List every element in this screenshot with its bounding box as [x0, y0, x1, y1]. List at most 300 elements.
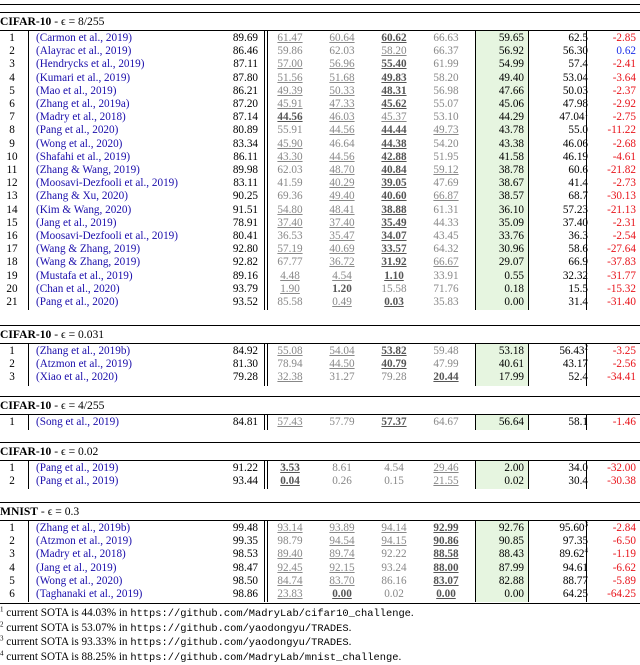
- citation-link[interactable]: (Madry et al., 2018): [36, 548, 126, 561]
- reported-accuracy: [538, 45, 588, 58]
- accuracy-difference: -32.00: [607, 462, 636, 474]
- attack-accuracy: 51.56: [277, 71, 303, 84]
- clean-accuracy: 89.16: [232, 269, 258, 282]
- attack-accuracy: 67.77: [277, 256, 303, 269]
- footnote-url[interactable]: https://github.com/yaodongyu/TRADES: [130, 622, 349, 635]
- reported-value: 34.0: [568, 462, 588, 474]
- attack-accuracy: 57.19: [277, 243, 303, 256]
- reported-value: 58.6: [568, 243, 588, 256]
- table-row: [0, 151, 640, 164]
- attack-accuracy: 40.60: [381, 190, 407, 203]
- attack-accuracy: 78.94: [277, 358, 303, 371]
- attack-accuracy: 94.15: [381, 535, 407, 548]
- row-number: 1: [9, 416, 15, 428]
- attack-accuracy: 66.67: [433, 256, 459, 269]
- ours-accuracy: 0.00: [504, 588, 524, 600]
- attack-accuracy: 44.56: [277, 111, 303, 124]
- accuracy-difference: -31.77: [607, 269, 636, 282]
- accuracy-difference: -64.25: [607, 588, 636, 600]
- attack-accuracy: 33.57: [381, 243, 407, 256]
- row-number: 15: [6, 216, 18, 229]
- attack-accuracy: 94.54: [329, 535, 355, 548]
- row-number: 1: [9, 345, 15, 357]
- footnote-text: current SOTA is 88.25% in: [6, 650, 131, 663]
- row-number: 3: [9, 58, 15, 71]
- row-number: 10: [6, 150, 18, 163]
- accuracy-difference: -27.64: [607, 243, 636, 256]
- accuracy-difference: -21.13: [607, 203, 636, 216]
- clean-accuracy: 89.69: [232, 32, 258, 44]
- row-number: 6: [9, 588, 15, 600]
- citation-link[interactable]: (Atzmon et al., 2019): [36, 358, 133, 371]
- citation-link[interactable]: (Madry et al., 2018): [36, 111, 126, 124]
- ours-accuracy: 47.66: [498, 84, 524, 97]
- citation-link[interactable]: (Hendrycks et al., 2019): [36, 58, 145, 71]
- table-row: [0, 85, 640, 98]
- reported-accuracy: [538, 230, 588, 243]
- table-row: [0, 138, 640, 151]
- reported-accuracy: [538, 345, 588, 358]
- attack-accuracy: 89.40: [277, 548, 303, 561]
- section-title: [0, 505, 79, 518]
- attack-accuracy: 55.40: [381, 58, 407, 71]
- reported-accuracy: [538, 164, 588, 177]
- footnote-url[interactable]: https://github.com/MadryLab/mnist_challenge: [130, 651, 399, 664]
- attack-accuracy: 92.99: [433, 522, 459, 534]
- accuracy-difference: 0.62: [616, 45, 636, 58]
- ours-accuracy: 43.78: [498, 124, 524, 137]
- clean-accuracy: 91.22: [232, 462, 258, 474]
- ours-accuracy: 0.02: [504, 475, 524, 488]
- section-dataset: CIFAR-10: [0, 445, 52, 458]
- reported-value: 32.32: [562, 269, 588, 282]
- attack-accuracy: 45.37: [381, 111, 407, 124]
- citation-link[interactable]: (Wong et al., 2020): [36, 574, 123, 587]
- attack-accuracy: 0.49: [332, 296, 352, 308]
- attack-accuracy: 31.27: [329, 371, 355, 384]
- citation-link[interactable]: (Moosavi-Dezfooli et al., 2019): [36, 230, 178, 242]
- ours-accuracy: 0.18: [504, 282, 524, 295]
- row-number: 17: [6, 243, 18, 256]
- attack-accuracy: 69.36: [277, 190, 303, 203]
- citation-link[interactable]: (Wong et al., 2020): [36, 137, 123, 150]
- attack-accuracy: 93.24: [381, 561, 407, 574]
- attack-accuracy: 4.54: [384, 462, 404, 474]
- reported-value: 53.04: [562, 71, 588, 84]
- ours-accuracy: 36.10: [498, 203, 524, 216]
- ours-accuracy: 92.76: [498, 522, 524, 534]
- reported-accuracy: [538, 98, 588, 111]
- reported-value: 46.19: [562, 150, 588, 163]
- ours-accuracy: 38.67: [498, 177, 524, 190]
- section-rule: [0, 12, 640, 13]
- reported-accuracy: [538, 32, 588, 45]
- attack-accuracy: 55.91: [277, 124, 303, 137]
- footnote-text: current SOTA is 93.33% in: [6, 636, 131, 649]
- section-dataset: MNIST: [0, 505, 39, 518]
- attack-accuracy: 59.12: [433, 164, 459, 176]
- table-row: [0, 522, 640, 535]
- row-number: 16: [6, 230, 18, 242]
- row-number: 14: [6, 203, 18, 216]
- clean-accuracy: 87.80: [232, 71, 258, 84]
- clean-accuracy: 87.11: [233, 58, 258, 71]
- reported-accuracy: [538, 85, 588, 98]
- attack-accuracy: 66.37: [433, 45, 459, 58]
- attack-accuracy: 37.40: [277, 216, 303, 229]
- citation-link[interactable]: (Pang et al., 2019): [36, 475, 119, 488]
- accuracy-difference: -21.82: [607, 164, 636, 176]
- table-row: [0, 575, 640, 588]
- accuracy-difference: -2.75: [612, 111, 636, 124]
- footnote-marker: 4: [584, 546, 588, 555]
- bottom-rule: [0, 603, 640, 604]
- table-row: [0, 475, 640, 488]
- citation-link[interactable]: (Kumari et al., 2019): [36, 71, 131, 84]
- attack-accuracy: 50.33: [329, 84, 355, 97]
- attack-accuracy: 51.68: [329, 71, 355, 84]
- table-row: [0, 358, 640, 371]
- attack-accuracy: 89.74: [329, 548, 355, 561]
- row-number: 4: [9, 71, 15, 84]
- row-number: 3: [9, 371, 15, 384]
- ours-accuracy: 40.61: [498, 358, 524, 371]
- attack-accuracy: 1.90: [280, 282, 300, 295]
- clean-accuracy: 84.81: [232, 416, 258, 428]
- section-dataset: CIFAR-10: [0, 399, 52, 412]
- attack-accuracy: 45.62: [381, 98, 407, 110]
- attack-accuracy: 44.56: [329, 124, 355, 137]
- citation-link[interactable]: (Kim & Wang, 2020): [36, 203, 132, 216]
- reported-accuracy: [538, 256, 588, 269]
- attack-accuracy: 4.48: [280, 269, 300, 282]
- row-number: 2: [9, 475, 15, 488]
- attack-accuracy: 88.58: [433, 548, 459, 561]
- clean-accuracy: 93.44: [232, 475, 258, 488]
- attack-accuracy: 8.61: [332, 462, 352, 474]
- reported-value: 56.43: [559, 345, 585, 357]
- reported-value: 58.1: [568, 416, 588, 428]
- attack-accuracy: 98.79: [277, 535, 303, 548]
- clean-accuracy: 86.21: [232, 84, 258, 97]
- attack-accuracy: 55.08: [277, 345, 303, 357]
- reported-value: 64.25: [562, 588, 588, 600]
- citation-link[interactable]: (Zhang et al., 2019a): [36, 98, 130, 110]
- section-epsilon: ϵ = 8/255: [60, 15, 105, 28]
- attack-accuracy: 61.31: [433, 203, 459, 216]
- attack-accuracy: 39.05: [381, 177, 407, 190]
- citation-link[interactable]: (Xiao et al., 2020): [36, 371, 118, 384]
- attack-accuracy: 47.33: [329, 98, 355, 110]
- attack-accuracy: 38.88: [381, 203, 407, 216]
- clean-accuracy: 84.92: [232, 345, 258, 357]
- attack-accuracy: 84.74: [277, 574, 303, 587]
- attack-accuracy: 48.70: [329, 164, 355, 176]
- table-row: [0, 177, 640, 190]
- citation-link[interactable]: (Carmon et al., 2019): [36, 32, 133, 44]
- clean-accuracy: 98.47: [232, 561, 258, 574]
- attack-accuracy: 57.79: [329, 416, 355, 428]
- attack-accuracy: 60.64: [329, 32, 355, 44]
- section-epsilon: ϵ = 0.02: [60, 445, 99, 458]
- attack-accuracy: 44.44: [381, 124, 407, 137]
- accuracy-difference: -11.22: [607, 124, 636, 137]
- clean-accuracy: 87.14: [232, 111, 258, 124]
- clean-accuracy: 86.46: [232, 45, 258, 58]
- section-header-rule: [0, 520, 640, 521]
- attack-accuracy: 48.41: [329, 203, 355, 216]
- reported-accuracy: [538, 151, 588, 164]
- attack-accuracy: 46.03: [329, 111, 355, 124]
- footnote-end: .: [410, 607, 414, 620]
- reported-value: 56.30: [562, 45, 588, 58]
- attack-accuracy: 54.20: [433, 137, 459, 150]
- section-header-rule: [0, 460, 640, 461]
- citation-link[interactable]: (Zhang & Xu, 2020): [36, 190, 128, 203]
- ours-accuracy: 56.92: [498, 45, 524, 58]
- attack-accuracy: 62.03: [277, 164, 303, 176]
- attack-accuracy: 53.10: [433, 111, 459, 124]
- table-row: [0, 416, 640, 429]
- reported-value: 43.17: [562, 358, 588, 371]
- citation-link[interactable]: (Moosavi-Dezfooli et al., 2019): [36, 177, 178, 190]
- ours-accuracy: 82.88: [498, 574, 524, 587]
- attack-accuracy: 90.86: [433, 535, 459, 548]
- accuracy-difference: -2.54: [612, 230, 636, 242]
- reported-accuracy: [538, 243, 588, 256]
- clean-accuracy: 99.48: [232, 522, 258, 534]
- table-row: [0, 243, 640, 256]
- attack-accuracy: 4.54: [332, 269, 352, 282]
- ours-accuracy: 2.00: [504, 462, 524, 474]
- ours-accuracy: 54.99: [498, 58, 524, 71]
- clean-accuracy: 93.79: [232, 282, 258, 295]
- table-row: [0, 45, 640, 58]
- footnote-number: 3: [0, 634, 4, 643]
- clean-accuracy: 89.98: [232, 164, 258, 176]
- section-header-rule: [0, 414, 640, 415]
- section-dataset: CIFAR-10: [0, 15, 52, 28]
- section-title: [0, 15, 104, 28]
- attack-accuracy: 59.48: [433, 345, 459, 357]
- attack-accuracy: 85.58: [277, 296, 303, 308]
- reported-accuracy: [538, 475, 588, 488]
- footnote-end: .: [398, 650, 402, 663]
- footnote: [0, 650, 401, 664]
- attack-accuracy: 58.20: [433, 71, 459, 84]
- footnote-marker: 1: [584, 109, 588, 118]
- row-number: 5: [9, 574, 15, 587]
- row-number: 2: [9, 535, 15, 548]
- attack-accuracy: 61.47: [277, 32, 303, 44]
- attack-accuracy: 66.87: [433, 190, 459, 203]
- row-number: 20: [6, 282, 18, 295]
- clean-accuracy: 99.35: [232, 535, 258, 548]
- ours-accuracy: 41.58: [498, 150, 524, 163]
- table-row: [0, 588, 640, 601]
- ours-accuracy: 38.78: [498, 164, 524, 176]
- attack-accuracy: 36.53: [277, 230, 303, 242]
- table-row: [0, 535, 640, 548]
- citation-link[interactable]: (Zhang et al., 2019b): [36, 522, 131, 534]
- reported-accuracy: [538, 371, 588, 384]
- citation-link[interactable]: (Pang et al., 2020): [36, 124, 119, 137]
- citation-link[interactable]: (Zhang & Wang, 2019): [36, 164, 140, 176]
- row-number: 12: [6, 177, 18, 190]
- clean-accuracy: 98.86: [232, 588, 258, 600]
- citation-link[interactable]: (Taghanaki et al., 2019): [36, 588, 143, 600]
- accuracy-difference: -30.38: [607, 475, 636, 488]
- attack-accuracy: 21.55: [433, 475, 459, 488]
- accuracy-difference: -2.37: [612, 84, 636, 97]
- reported-accuracy: [538, 575, 588, 588]
- footnote: [0, 606, 414, 620]
- reported-accuracy: [538, 535, 588, 548]
- table-row: [0, 230, 640, 243]
- citation-link[interactable]: (Pang et al., 2020): [36, 296, 119, 308]
- citation-link[interactable]: (Pang et al., 2019): [36, 462, 119, 474]
- row-number: 21: [6, 296, 18, 308]
- attack-accuracy: 32.38: [277, 371, 303, 384]
- footnote-number: 1: [0, 605, 4, 614]
- top-rule: [0, 0, 640, 5]
- attack-accuracy: 0.03: [384, 296, 404, 308]
- citation-link[interactable]: (Mao et al., 2019): [36, 84, 117, 97]
- accuracy-difference: -2.41: [612, 58, 636, 71]
- section-epsilon: ϵ = 0.031: [60, 328, 105, 341]
- reported-accuracy: [538, 270, 588, 283]
- ours-accuracy: 0.55: [504, 269, 524, 282]
- attack-accuracy: 92.22: [381, 548, 407, 561]
- attack-accuracy: 88.00: [433, 561, 459, 574]
- reported-value: 88.77: [562, 574, 588, 587]
- clean-accuracy: 98.53: [232, 548, 258, 561]
- reported-value: 36.3: [568, 230, 588, 242]
- attack-accuracy: 40.84: [381, 164, 407, 176]
- section-dash: -: [38, 505, 48, 518]
- table-row: [0, 548, 640, 561]
- reported-accuracy: [538, 416, 588, 429]
- attack-accuracy: 15.58: [381, 282, 407, 295]
- row-number: 1: [9, 32, 15, 44]
- reported-value: 30.4: [568, 475, 588, 488]
- attack-accuracy: 23.83: [277, 588, 303, 600]
- row-number: 1: [9, 522, 15, 534]
- table-row: [0, 296, 640, 309]
- reported-value: 52.4: [568, 371, 588, 384]
- citation-link[interactable]: (Zhang et al., 2019b): [36, 345, 131, 357]
- footnote-url[interactable]: https://github.com/MadryLab/cifar10_challenge: [130, 608, 411, 621]
- ours-accuracy: 38.57: [498, 190, 524, 203]
- accuracy-difference: -4.61: [612, 150, 636, 163]
- attack-accuracy: 56.96: [329, 58, 355, 71]
- attack-accuracy: 0.26: [332, 475, 352, 488]
- section-rule: [0, 502, 640, 503]
- table-row: [0, 190, 640, 203]
- clean-accuracy: 83.34: [232, 137, 258, 150]
- reported-accuracy: [538, 217, 588, 230]
- ours-accuracy: 17.99: [498, 371, 524, 384]
- accuracy-difference: -1.46: [612, 416, 636, 428]
- section-epsilon: ϵ = 0.3: [47, 505, 80, 518]
- citation-link[interactable]: (Wang & Zhang, 2019): [36, 243, 141, 256]
- clean-accuracy: 80.89: [232, 124, 258, 137]
- attack-accuracy: 0.00: [332, 588, 352, 600]
- row-number: 9: [9, 137, 15, 150]
- reported-accuracy: [538, 111, 588, 124]
- citation-link[interactable]: (Song et al., 2019): [36, 416, 119, 428]
- reported-value: 62.5: [568, 32, 588, 44]
- accuracy-difference: -15.32: [607, 282, 636, 295]
- footnote-number: 2: [0, 619, 4, 628]
- citation-link[interactable]: (Wang & Zhang, 2019): [36, 256, 141, 269]
- reported-value: 60.6: [568, 164, 588, 176]
- accuracy-difference: -1.19: [612, 548, 636, 561]
- accuracy-difference: -37.83: [607, 256, 636, 269]
- ours-accuracy: 44.29: [498, 111, 524, 124]
- footnote-number: 4: [0, 648, 4, 657]
- attack-accuracy: 40.79: [381, 358, 407, 371]
- attack-accuracy: 66.63: [433, 32, 459, 44]
- attack-accuracy: 43.30: [277, 150, 303, 163]
- attack-accuracy: 0.04: [280, 475, 300, 488]
- reported-accuracy: [538, 562, 588, 575]
- citation-link[interactable]: (Jang et al., 2019): [36, 216, 117, 229]
- reported-value: 55.0: [568, 124, 588, 137]
- clean-accuracy: 78.91: [232, 216, 258, 229]
- footnote-url[interactable]: https://github.com/yaodongyu/TRADES: [130, 637, 349, 650]
- ours-accuracy: 56.64: [498, 416, 524, 428]
- table-row: [0, 270, 640, 283]
- ours-accuracy: 43.38: [498, 137, 524, 150]
- attack-accuracy: 49.83: [381, 71, 407, 84]
- attack-accuracy: 57.00: [277, 58, 303, 71]
- accuracy-difference: -2.31: [612, 216, 636, 229]
- section-dash: -: [51, 445, 61, 458]
- table-row: [0, 217, 640, 230]
- attack-accuracy: 0.00: [436, 588, 456, 600]
- clean-accuracy: 92.82: [232, 256, 258, 269]
- citation-link[interactable]: (Atzmon et al., 2019): [36, 535, 133, 548]
- attack-accuracy: 41.59: [277, 177, 303, 190]
- attack-accuracy: 44.38: [381, 137, 407, 150]
- reported-accuracy: [538, 204, 588, 217]
- attack-accuracy: 83.70: [329, 574, 355, 587]
- attack-accuracy: 45.91: [277, 98, 303, 110]
- attack-accuracy: 34.07: [381, 230, 407, 242]
- citation-link[interactable]: (Jang et al., 2019): [36, 561, 117, 574]
- attack-accuracy: 43.45: [433, 230, 459, 242]
- citation-link[interactable]: (Shafahi et al., 2019): [36, 150, 131, 163]
- reported-value: 68.7: [568, 190, 588, 203]
- accuracy-difference: -3.25: [612, 345, 636, 357]
- clean-accuracy: 86.11: [233, 150, 258, 163]
- attack-accuracy: 57.43: [277, 416, 303, 428]
- ours-accuracy: 53.18: [498, 345, 524, 357]
- citation-link[interactable]: (Chan et al., 2020): [36, 282, 120, 295]
- citation-link[interactable]: (Mustafa et al., 2019): [36, 269, 133, 282]
- clean-accuracy: 81.30: [232, 358, 258, 371]
- reported-value: 47.04: [559, 111, 585, 124]
- section-dash: -: [51, 15, 61, 28]
- accuracy-difference: -2.85: [612, 32, 636, 44]
- table-row: [0, 111, 640, 124]
- attack-accuracy: 3.53: [280, 462, 300, 474]
- citation-link[interactable]: (Alayrac et al., 2019): [36, 45, 132, 58]
- attack-accuracy: 55.07: [433, 98, 459, 110]
- ours-accuracy: 29.07: [498, 256, 524, 269]
- attack-accuracy: 37.40: [329, 216, 355, 229]
